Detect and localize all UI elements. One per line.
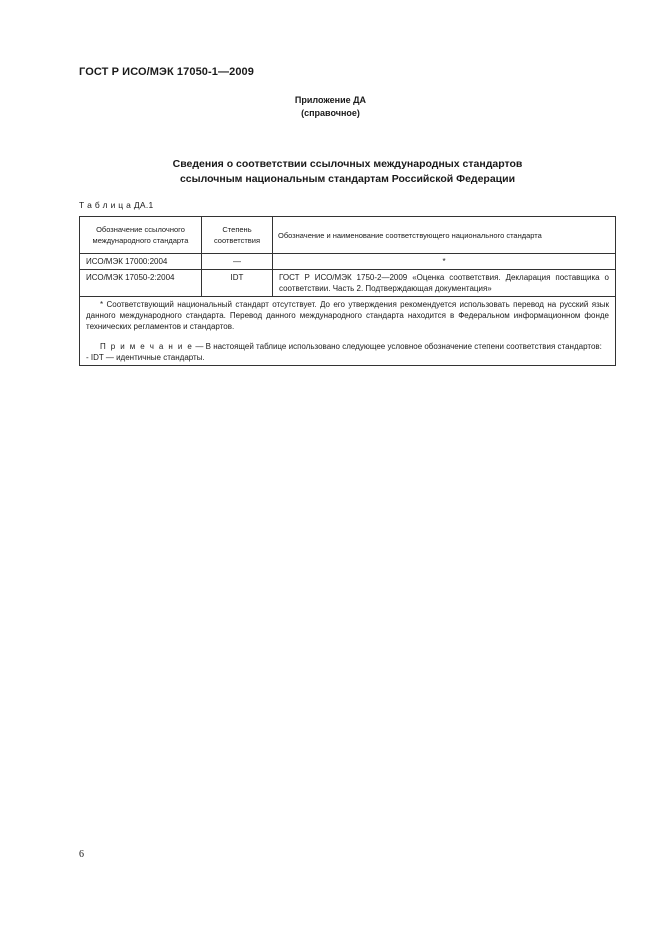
note-item: - IDT — идентичные стандарты. [86,353,205,362]
cell-national-standard: ГОСТ Р ИСО/МЭК 1750-2—2009 «Оценка соответствия. Декларация поставщика о соответствии. Часть 2. Подтверждающая документация» [273,270,616,297]
table-notes-row [80,297,616,366]
table-header-row [80,217,616,254]
note-label: П р и м е ч а н и е [100,342,194,351]
column-header-national-standard: Обозначение и наименование соответствующего национального стандарта [273,217,616,254]
cell-intl-standard: ИСО/МЭК 17050-2:2004 [80,270,202,297]
cell-degree: — [202,254,273,270]
annex-title: Приложение ДА [294,95,367,105]
section-heading-line-2: ссылочным национальным стандартам Российской Федерации [179,173,516,185]
table-notes-cell [80,297,616,366]
table-label: Т а б л и ц а ДА.1 [79,200,154,210]
annex-subtitle: (справочное) [301,108,360,118]
table-note [86,341,609,352]
table-footnote: * Соответствующий национальный стандарт отсутствует. До его утверждения рекомендуется использовать перевод на русский язык данного международного стандарта. Перевод данного международного стандарта находится в Федеральном информационном фонде технических регламентов и стандартов. [86,300,609,331]
document-header-title: ГОСТ Р ИСО/МЭК 17050-1—2009 [79,66,254,78]
cell-degree: IDT [202,270,273,297]
table-row [80,254,616,270]
cell-intl-standard: ИСО/МЭК 17000:2004 [80,254,202,270]
column-header-degree: Степень соответствия [202,217,273,254]
page-number: 6 [79,849,84,860]
section-heading-line-1: Сведения о соответствии ссылочных международных стандартов [172,158,523,170]
table-row [80,270,616,297]
column-header-intl-standard: Обозначение ссылочного международного стандарта [80,217,202,254]
note-text: — В настоящей таблице использовано следующее условное обозначение степени соответствия стандартов: [193,342,602,351]
standards-table [79,216,616,366]
cell-national-standard: * [273,254,616,270]
